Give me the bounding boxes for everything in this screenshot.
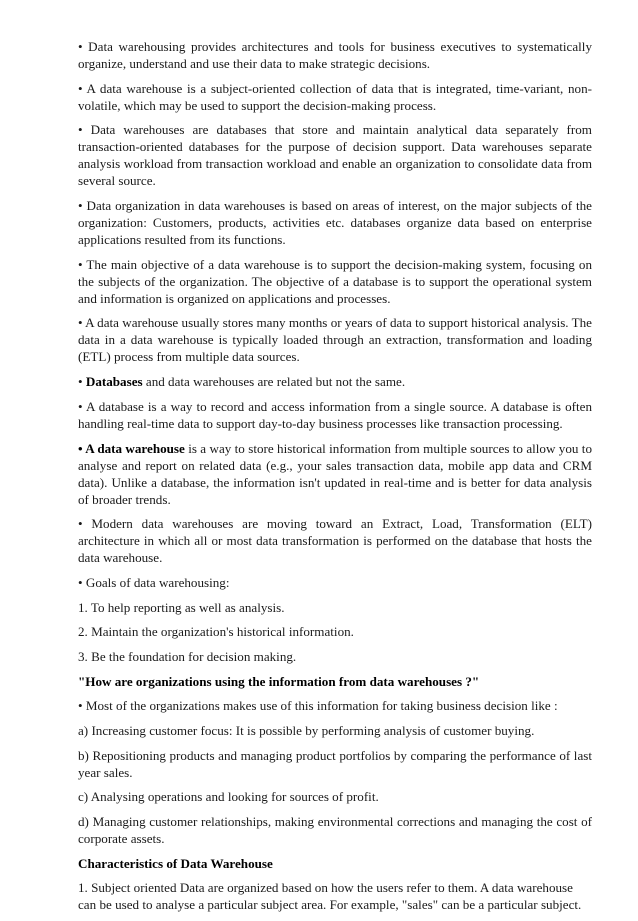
- paragraph-database-definition: • A database is a way to record and access information from a single source. A database is often handling real-time data to support day-to-day business processes like transaction processing.: [78, 398, 592, 431]
- term-data-warehouse: • A data warehouse: [78, 440, 185, 456]
- paragraph-text: is a way to store historical information from multiple sources to allow you to analyse and report on related data (e.g., your sales transaction data, mobile app data and CRM data). Unlike a database, the information isn't updated in real-time and is better for data analysis of broader trends.: [78, 440, 592, 507]
- paragraph-goals-title: • Goals of data warehousing:: [78, 574, 230, 590]
- list-item-goal-2: 2. Maintain the organization's historical information.: [78, 624, 354, 640]
- document-page: [78, 38, 592, 921]
- paragraph-dw-separate-storage: • Data warehouses are databases that store and maintain analytical data separately from transaction-oriented databases for the purpose of decision support. Data warehouses separate analysis workload from transaction workload and enable an organization to consolidate data from several source.: [78, 122, 592, 189]
- paragraph-subject-oriented: 1. Subject oriented Data are organized based on how the users refer to them. A data warehouse can be used to analyse a particular subject area. For example, "sales" can be a particular subject.: [78, 880, 582, 913]
- paragraph-dw-organization: • Data organization in data warehouses is based on areas of interest, on the major subjects of the organization: Customers, products, activities etc. databases organize data based on enterprise applications resulted from its functions.: [78, 198, 592, 248]
- paragraph-text: and data warehouses are related but not the same.: [142, 374, 406, 390]
- paragraph-databases-vs-dw: [78, 373, 592, 390]
- list-item-d: d) Managing customer relationships, making environmental corrections and managing the cost of corporate assets.: [78, 814, 592, 847]
- paragraph-modern-elt: • Modern data warehouses are moving toward an Extract, Load, Transformation (ELT) architecture in which all or most data transformation is performed on the database that hosts the data warehouse.: [78, 516, 592, 566]
- paragraph-dw-historical: [78, 440, 592, 508]
- term-databases: Databases: [85, 374, 143, 390]
- list-item-c: c) Analysing operations and looking for sources of profit.: [78, 789, 379, 805]
- paragraph-dw-etl: • A data warehouse usually stores many months or years of data to support historical analysis. The data in a data warehouse is typically loaded through an extraction, transformation and loading (ETL) process from multiple data sources.: [78, 315, 592, 365]
- paragraph-dw-objective: • The main objective of a data warehouse is to support the decision-making system, focusing on the subjects of the organization. The objective of a database is to support the operational system and information is organized on applications and processes.: [78, 256, 592, 306]
- list-item-b: b) Repositioning products and managing product portfolios by comparing the performance of last year sales.: [78, 747, 592, 780]
- list-item-goal-1: 1. To help reporting as well as analysis.: [78, 599, 285, 615]
- paragraph-dw-definition: • A data warehouse is a subject-oriented collection of data that is integrated, time-variant, non-volatile, which may be used to support the decision-making process.: [78, 80, 592, 113]
- section-heading-characteristics: Characteristics of Data Warehouse: [78, 855, 273, 871]
- list-item-a: a) Increasing customer focus: It is possible by performing analysis of customer buying.: [78, 723, 535, 738]
- paragraph-business-decisions: • Most of the organizations makes use of this information for taking business decision like :: [78, 698, 558, 714]
- bullet: •: [78, 374, 86, 390]
- list-item-goal-3: 3. Be the foundation for decision making.: [78, 648, 297, 664]
- paragraph-dw-architectures: • Data warehousing provides architectures and tools for business executives to systematically organize, understand and use their data to make strategic decisions.: [78, 39, 592, 71]
- question-heading: "How are organizations using the information from data warehouses ?": [78, 673, 480, 689]
